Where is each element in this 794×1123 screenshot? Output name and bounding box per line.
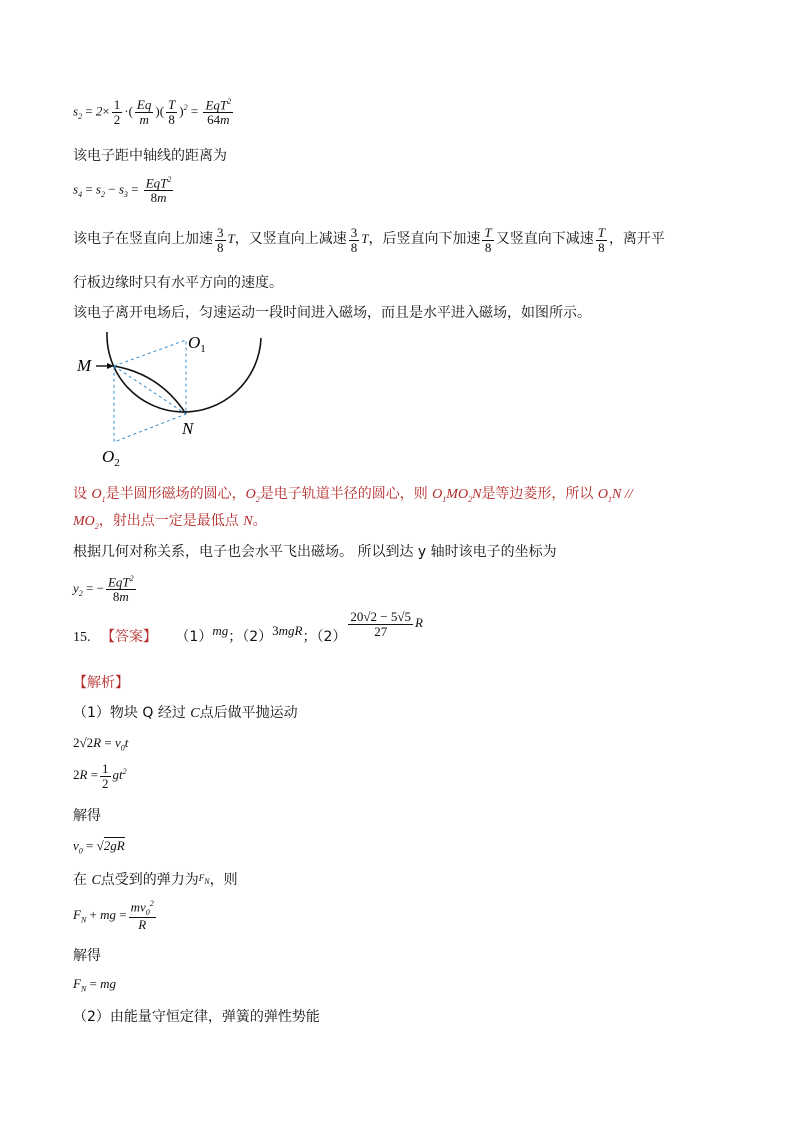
q15-answer-line <box>73 609 423 652</box>
frac-T-8: $\frac{T}{8}$ <box>484 225 492 255</box>
equation-FN-result: $F_N$ = mg <box>73 976 117 994</box>
text-jiede-1: 解得 <box>73 808 101 824</box>
frac-3-8-T: $\frac{3}{8}$ T <box>350 225 369 255</box>
equation-y2: $y_2$ = − $\frac{EqT^2}{8m}$ <box>73 574 134 604</box>
symbol-O1N-parallel: $O_1N$ // <box>597 487 633 504</box>
symbol-N: N <box>243 514 253 529</box>
question-number: 15. <box>73 630 91 646</box>
text-line-horizontal-velocity: 行板边缘时只有水平方向的速度。 <box>73 275 283 291</box>
text-seg: 是半圆形磁场的圆心， <box>105 486 246 502</box>
text-seg: ，射出点一定是最低点 <box>98 513 244 529</box>
text-seg: ，又竖直向上减速 <box>234 231 347 248</box>
text-line-symmetry: 根据几何对称关系，电子也会水平飞出磁场。 所以到达 y 轴时该电子的坐标为 <box>73 544 557 560</box>
label-O2 <box>102 447 120 469</box>
text-seg: 在 <box>73 872 92 888</box>
frac-3-8-T: $\frac{3}{8}$ T <box>217 225 235 255</box>
symbol-O2: $O_2$ <box>245 487 260 504</box>
text-seg: ，则 <box>209 872 238 888</box>
label-M: M <box>77 356 92 375</box>
equation-centripetal: $F_N$ + mg = $\frac{mv_0^2}{R}$ <box>73 899 154 933</box>
text-seg: 。 <box>252 513 267 529</box>
equation-horizontal: $2√2R = v_0t$ <box>73 735 129 753</box>
label-O2-letter: O <box>102 447 115 466</box>
equation-s4: $s_4 = s_2 - s_3$ = $\frac{EqT^2}{8m}$ <box>73 175 172 205</box>
text-line-distance: 该电子距中轴线的距离为 <box>73 148 227 164</box>
text-line-energy: （2）由能量守恒定律，弹簧的弹性势能 <box>73 1009 320 1025</box>
text-seg: （1）物块 Q 经过 <box>73 705 191 721</box>
text-seg: ；（2） <box>228 629 273 646</box>
text-seg: 点受到的弹力为 <box>100 872 199 888</box>
text-line-rhombus <box>73 483 633 504</box>
symbol-C: C <box>91 873 101 888</box>
semicircle-field-boundary <box>107 332 261 412</box>
answer-3mgR: 3mgR <box>272 623 303 639</box>
text-seg: （1） <box>175 629 213 646</box>
symbol-O1: $O_1$ <box>91 487 106 504</box>
label-O2-subscript: 2 <box>114 457 120 469</box>
text-line-acceleration <box>73 226 665 254</box>
label-O1 <box>188 333 206 355</box>
text-line-projectile <box>73 702 298 722</box>
text-line-exit-point <box>73 510 267 531</box>
answer-fraction-R: $\frac{20√2 - 5√5}{27}$ R <box>350 609 423 639</box>
text-seg: 是等边菱形，所以 <box>481 486 598 502</box>
symbol-O1MO2N: $O_1MO_2N$ <box>432 487 482 504</box>
label-N: N <box>182 419 194 438</box>
text-seg: ，离开平 <box>608 231 665 248</box>
symbol-MO2: $MO_2$ <box>73 514 99 531</box>
text-seg: 点后做平抛运动 <box>199 705 298 721</box>
equation-v0: $v_0 = √2gR$ <box>73 838 125 856</box>
equation-vertical: 2R = $\frac{1}{2}$ $gt^2$ <box>73 761 127 791</box>
text-jiede-2: 解得 <box>73 948 101 964</box>
text-seg: ；（2） <box>302 629 347 646</box>
label-O1-subscript: 1 <box>200 343 206 355</box>
label-O1-letter: O <box>188 333 201 352</box>
text-line-enter-field: 该电子离开电场后，匀速运动一段时间进入磁场，而且是水平进入磁场，如图所示。 <box>73 305 591 321</box>
text-seg: 是电子轨道半径的圆心，则 <box>259 486 433 502</box>
text-seg: 设 <box>73 486 92 502</box>
dashed-diagonal <box>114 366 186 414</box>
text-seg: ，后竖直向下加速 <box>368 231 481 248</box>
equation-s2: $s_2 = 2\times$ $\frac{1}{2}$ ·( $\frac{Eq}{m}$ )( $\frac{T}{8}$ )$^2$ = $\frac{EqT^2}{64m}$ <box>73 97 232 127</box>
analysis-heading: 【解析】 <box>73 675 129 691</box>
symbol-C: C <box>190 706 200 721</box>
magnetic-field-figure <box>70 330 280 480</box>
answer-mg: mg <box>212 623 229 639</box>
frac-T-8: $\frac{T}{8}$ <box>597 225 605 255</box>
text-seg: 又竖直向下减速 <box>495 231 594 248</box>
text-seg: 该电子在竖直向上加速 <box>73 231 213 248</box>
symbol-FN: FN <box>198 873 210 886</box>
text-line-normal-force <box>73 869 238 889</box>
dashed-rhombus <box>114 340 186 442</box>
answer-tag: 【答案】 <box>100 629 157 646</box>
